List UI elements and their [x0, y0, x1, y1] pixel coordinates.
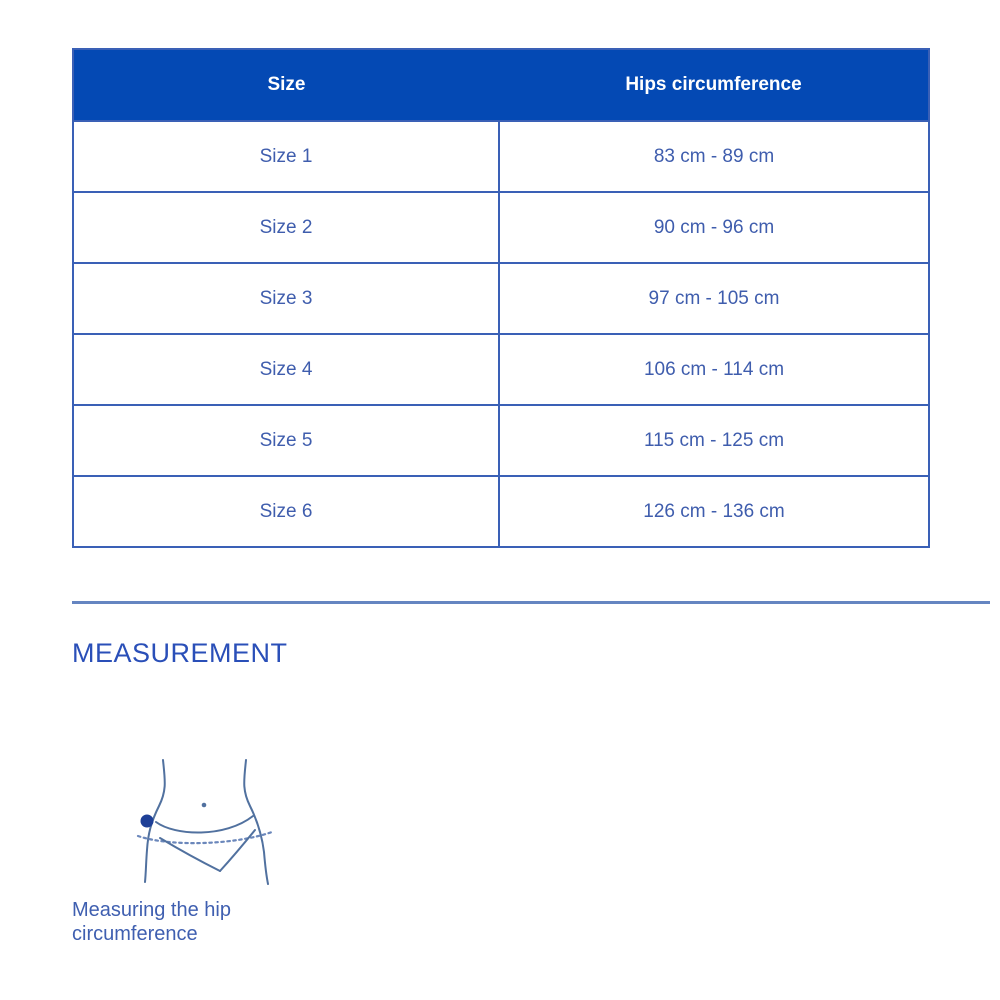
size-table-row	[73, 334, 929, 405]
hips-circumference-cell: 115 cm - 125 cm	[499, 405, 929, 476]
measurement-section-heading: MEASUREMENT	[72, 638, 288, 668]
size-chart	[72, 48, 928, 548]
size-table-header-row	[73, 49, 929, 121]
hips-circumference-cell: 90 cm - 96 cm	[499, 192, 929, 263]
size-table	[72, 48, 930, 548]
hips-circumference-cell: 126 cm - 136 cm	[499, 476, 929, 547]
size-cell: Size 3	[73, 263, 499, 334]
size-table-row	[73, 263, 929, 334]
size-table-row	[73, 121, 929, 192]
size-table-row	[73, 476, 929, 547]
size-cell: Size 6	[73, 476, 499, 547]
size-cell: Size 2	[73, 192, 499, 263]
size-cell: Size 4	[73, 334, 499, 405]
size-table-row	[73, 405, 929, 476]
size-column-header: Size	[73, 49, 499, 121]
hips-circumference-cell: 97 cm - 105 cm	[499, 263, 929, 334]
figure-caption: Measuring the hip circumference	[72, 899, 231, 945]
size-table-row	[73, 192, 929, 263]
size-cell: Size 5	[73, 405, 499, 476]
hip-measurement-diagram-icon	[120, 750, 290, 890]
hips-circumference-cell: 83 cm - 89 cm	[499, 121, 929, 192]
hips-circumference-cell: 106 cm - 114 cm	[499, 334, 929, 405]
hips-circumference-column-header: Hips circumference	[499, 49, 929, 121]
size-cell: Size 1	[73, 121, 499, 192]
section-divider	[72, 601, 990, 604]
